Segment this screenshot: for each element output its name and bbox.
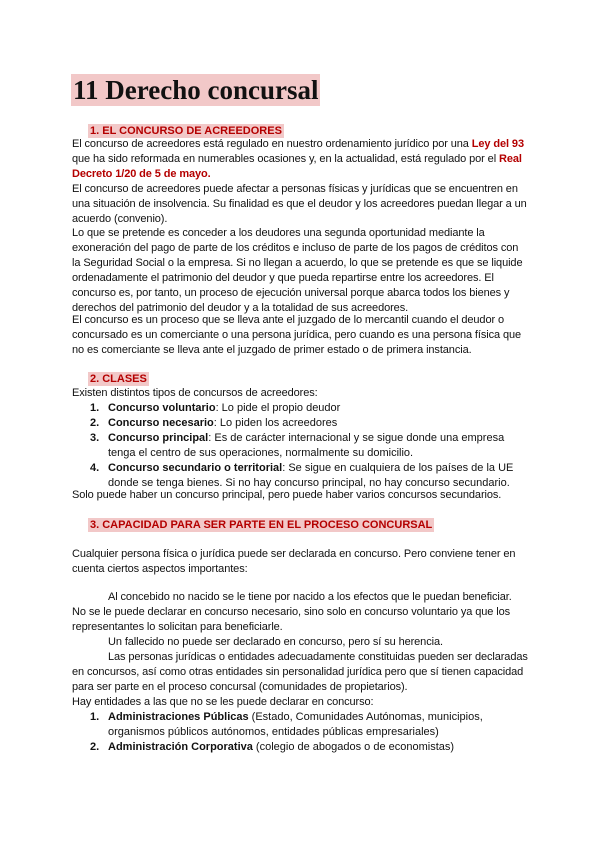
section-3-paragraph-5: Hay entidades a las que no se les puede declarar en concurso: — [72, 696, 374, 708]
section-3-paragraph-2: Al concebido no nacido se le tiene por nacido a los efectos que le puedan beneficiar. No se le puede declarar en concurso necesario, sino solo en concurso voluntario ya que los representantes lo solicitan para beneficiarle. — [72, 591, 512, 633]
list-item: 3. Concurso principal: Es de carácter internacional y se sigue donde una empresa tenga el centro de sus operaciones, normalmente su domicilio. — [90, 432, 505, 459]
p1-text-a: El concurso de acreedores está regulado en nuestro ordenamiento jurídico por una — [72, 138, 472, 150]
list-item: 1. Administraciones Públicas (Estado, Comunidades Autónomas, municipios, organismos públicos autónomos, entidades públicas empresariales) — [90, 711, 483, 738]
section-2-heading: 2. CLASES — [90, 373, 147, 385]
section-3-paragraph-3: Un fallecido no puede ser declarado en concurso, pero sí su herencia. — [108, 636, 443, 648]
section-2-outro: Solo puede haber un concurso principal, pero puede haber varios concursos secundarios. — [72, 489, 502, 501]
section-3-paragraph-4: Las personas jurídicas o entidades adecuadamente constituidas pueden ser declaradas en concursos, así como otras entidades sin personalidad jurídica pero que sí tienen capacidad para ser parte en el proceso concursal (comunidades de propietarios). — [72, 651, 528, 693]
list-item: 2. Administración Corporativa (colegio de abogados o de economistas) — [90, 741, 455, 753]
list-item: 2. Concurso necesario: Lo piden los acreedores — [90, 417, 338, 429]
section-1-paragraph-3: Lo que se pretende es conceder a los deudores una segunda oportunidad mediante la exoneración del pago de parte de los créditos e incluso de parte de los pagos de créditos con la Seguridad Social o la empresa. Si no llegan a acuerdo, lo que se pretende es que se liquide ordenadamente el patrimonio del deudor y que pueda repartirse entre los acreedores. El concurso es, por tanto, un proceso de ejecución universal porque abarca todos los bienes y derechos del patrimonio del deudor y a la totalidad de sus acreedores. — [72, 227, 523, 314]
list-item: 4. Concurso secundario o territorial: Se sigue en cualquiera de los países de la UE donde se tenga bienes. Si no hay concurso principal, no hay concurso secundario. — [90, 462, 514, 489]
excluded-entities-list — [72, 710, 528, 755]
list-item: 1. Concurso voluntario: Lo pide el propio deudor — [90, 402, 341, 414]
p1-text-b: que ha sido reformada en numerables ocasiones y, en la actualidad, está regulado por el — [72, 153, 499, 165]
section-1-paragraph-2: El concurso de acreedores puede afectar a personas físicas y jurídicas que se encuentren en una situación de insolvencia. Su finalidad es que el deudor y los acreedores puedan llegar a un acuerdo (convenio). — [72, 183, 527, 225]
section-1-paragraph-4: El concurso es un proceso que se lleva ante el juzgado de lo mercantil cuando el deudor o concursado es un comerciante o una persona jurídica, pero cuando es una persona física que no es comerciante se lleva ante el juzgado de primer estado o de primera instancia. — [72, 314, 522, 356]
concurso-types-list — [72, 401, 528, 491]
decree-reference: Real Decreto 1/20 de 5 de mayo. — [72, 153, 522, 180]
page-title: 11 Derecho concursal — [73, 75, 319, 105]
section-3-paragraph-1: Cualquier persona física o jurídica puede ser declarada en concurso. Pero conviene tener en cuenta ciertos aspectos importantes: — [72, 548, 516, 575]
section-2-intro: Existen distintos tipos de concursos de acreedores: — [72, 387, 318, 399]
section-1-heading: 1. EL CONCURSO DE ACREEDORES — [90, 125, 282, 137]
section-3-heading: 3. CAPACIDAD PARA SER PARTE EN EL PROCESO CONCURSAL — [90, 519, 433, 531]
section-1-paragraph-1 — [72, 137, 528, 182]
law-reference: Ley del 93 — [471, 138, 524, 150]
